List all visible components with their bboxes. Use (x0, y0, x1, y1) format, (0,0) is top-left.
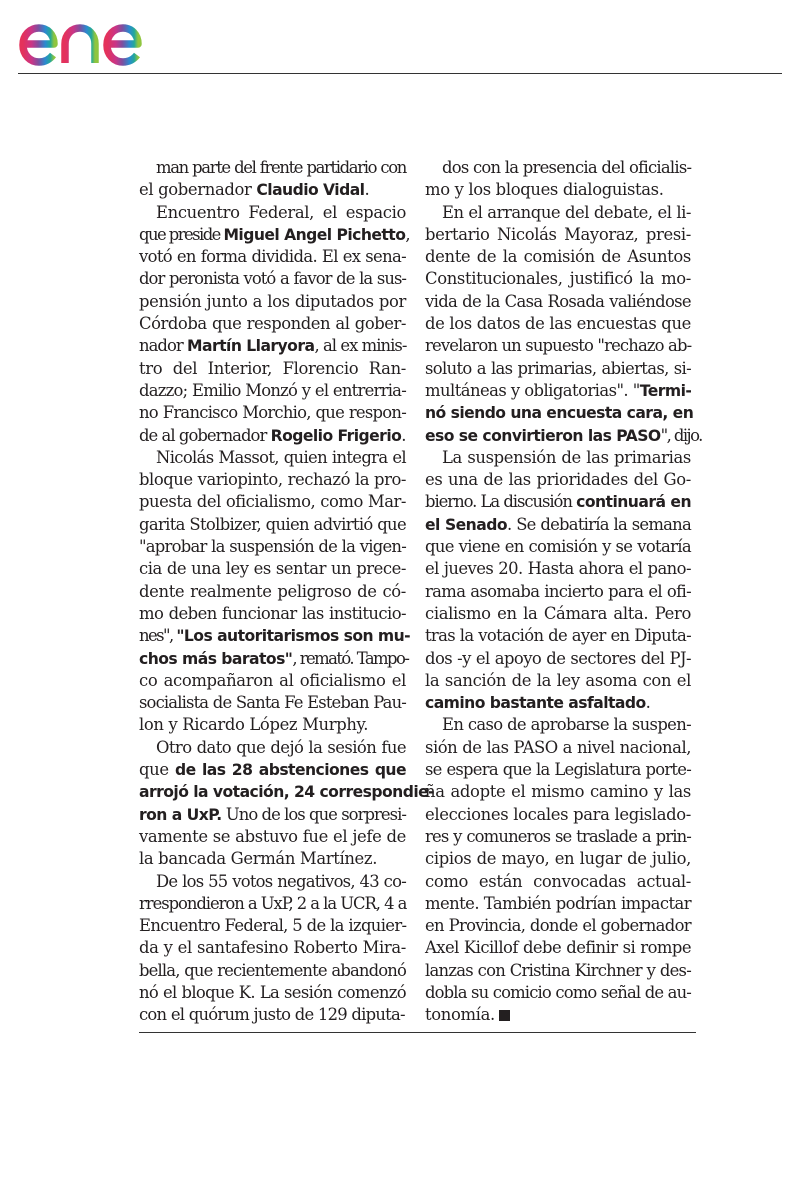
text-line (139, 179, 406, 201)
text-segment: Axel Kicillof debe definir si rompe (425, 938, 691, 958)
header-divider (18, 73, 782, 74)
text-line (139, 358, 406, 380)
text-line (425, 737, 691, 759)
bold-text-segment: Rogelio Frigerio (270, 426, 402, 445)
text-segment: , remató. Tampo- (292, 648, 409, 668)
text-segment: en Provincia, donde el gobernador (425, 916, 691, 936)
text-line (139, 625, 411, 647)
text-segment: rama asomaba incierto para el ofi- (425, 581, 691, 601)
bold-text-segment: camino bastante asfaltado (425, 694, 646, 713)
text-segment: nes", (139, 626, 177, 646)
text-line (425, 982, 691, 1004)
text-line (139, 1004, 406, 1026)
enel-logo (18, 8, 170, 68)
text-line (139, 246, 406, 268)
text-line (139, 581, 406, 603)
text-line (425, 514, 691, 536)
text-line (139, 157, 406, 179)
text-segment: pensión junto a los diputados por (139, 291, 406, 311)
text-segment: la bancada Germán Martínez. (139, 849, 378, 869)
text-line (139, 335, 406, 357)
text-line (139, 960, 406, 982)
text-line (139, 268, 406, 290)
text-segment: man parte del frente partidario con (156, 158, 406, 177)
text-line (139, 514, 406, 536)
text-segment: dobla su comicio como señal de au- (425, 982, 691, 1002)
text-line (139, 848, 406, 870)
text-segment: tras la votación de ayer en Diputa- (425, 626, 691, 646)
text-segment: elecciones locales para legislado- (425, 804, 691, 824)
text-line (425, 179, 691, 201)
text-line (425, 826, 691, 848)
text-segment: Córdoba que responden al gober- (139, 314, 406, 334)
text-line (425, 848, 691, 870)
text-segment: nó el bloque K. La sesión comenzó (139, 982, 406, 1002)
text-line (139, 313, 406, 335)
text-segment: Encuentro Federal, el espacio (156, 202, 406, 222)
text-line (425, 335, 691, 357)
bold-text-segment: ron a UxP. (139, 805, 222, 824)
text-line (425, 960, 691, 982)
text-segment: dente de la comisión de Asuntos (425, 247, 691, 267)
article-column-left (139, 157, 435, 1027)
text-segment: . (364, 180, 370, 200)
text-segment: Otro dato que dejó la sesión fue (156, 737, 406, 757)
text-segment: cialismo en la Cámara alta. Pero (425, 603, 691, 623)
text-segment: como están convocadas actual- (425, 871, 691, 891)
bold-text-segment: chos más baratos" (139, 649, 293, 668)
logo-letter-e2 (107, 28, 138, 62)
text-segment: . Se debatiría la semana (507, 514, 691, 534)
text-segment: puesta del oficialismo, como Mar- (139, 492, 406, 512)
text-line (139, 937, 406, 959)
text-segment: votó en forma dividida. El ex sena- (139, 247, 406, 267)
text-segment: nador (139, 336, 188, 356)
text-line (139, 291, 406, 313)
text-segment: bertario Nicolás Mayoraz, presi- (425, 224, 691, 244)
text-line (425, 358, 691, 380)
text-segment: es una de las prioridades del Go- (425, 470, 691, 490)
text-segment: En el arranque del debate, el li- (442, 202, 691, 222)
text-segment: co acompañaron al oficialismo el (139, 670, 406, 690)
text-segment: garita Stolbizer, quien advirtió que (139, 514, 406, 534)
text-segment: , al ex minis- (314, 336, 407, 356)
text-line (139, 692, 406, 714)
text-line (425, 447, 691, 469)
bold-text-segment: nó siendo una encuesta cara, en (425, 404, 694, 423)
text-segment: el jueves 20. Hasta ahora el pano- (425, 559, 691, 579)
logo-letter-n (65, 28, 95, 63)
text-line (425, 380, 691, 402)
text-line (425, 714, 691, 736)
text-segment: lon y Ricardo López Murphy. (139, 715, 369, 735)
text-line (139, 759, 406, 781)
text-segment: bloque variopinto, rechazó la pro- (139, 470, 406, 490)
text-segment: de al gobernador (139, 425, 271, 445)
text-segment: La suspensión de las primarias (442, 447, 691, 467)
text-line (425, 246, 691, 268)
text-segment: mo deben funcionar las institucio- (139, 603, 406, 623)
text-line (139, 648, 409, 670)
text-line (425, 291, 691, 313)
text-segment: ña adopte el mismo camino y las (425, 782, 691, 802)
text-line (425, 603, 691, 625)
text-line (139, 469, 406, 491)
text-line (139, 670, 406, 692)
text-line (425, 692, 691, 714)
text-line (425, 224, 691, 246)
text-line (425, 581, 691, 603)
text-segment: dos -y el apoyo de sectores del PJ- (425, 648, 691, 668)
text-segment: la sanción de la ley asoma con el (425, 670, 691, 690)
text-line (425, 871, 691, 893)
text-segment: multáneas y obligatorias". " (425, 380, 640, 400)
text-line (425, 893, 691, 915)
text-segment: no Francisco Morchio, que respon- (139, 403, 406, 423)
text-segment: socialista de Santa Fe Esteban Pau- (139, 693, 406, 713)
text-line (139, 425, 406, 447)
text-line (425, 202, 691, 224)
bold-text-segment: Termi- (639, 381, 692, 400)
text-segment: Encuentro Federal, 5 de la izquier- (139, 916, 407, 936)
text-segment: . (645, 693, 651, 713)
text-segment: Constitucionales, justificó la mo- (425, 269, 691, 289)
text-line (139, 826, 406, 848)
text-line (425, 1004, 691, 1026)
text-line (425, 648, 691, 670)
text-line (425, 781, 691, 803)
text-line (425, 491, 691, 513)
text-segment: dazzo; Emilio Monzó y el entrerria- (139, 380, 406, 400)
text-segment: mente. También podrían impactar (425, 893, 691, 913)
text-segment: . (401, 425, 406, 445)
text-segment: con el quórum justo de 129 diputa- (139, 1005, 405, 1025)
article-end-divider (139, 1032, 696, 1033)
article-column-right (425, 157, 702, 1027)
text-segment: ", dijo. (660, 425, 702, 445)
text-segment: dos con la presencia del oficialis- (442, 158, 692, 177)
text-segment: vida de la Casa Rosada valiéndose (425, 291, 691, 311)
text-segment: dor peronista votó a favor de la sus- (139, 269, 406, 289)
text-segment: se espera que la Legislatura porte- (425, 760, 691, 780)
text-segment: , (405, 224, 410, 244)
text-segment: cia de una ley es sentar un prece- (139, 559, 406, 579)
text-line (139, 558, 406, 580)
text-segment: En caso de aprobarse la suspen- (442, 715, 691, 735)
text-line (139, 714, 406, 736)
text-line (425, 937, 691, 959)
bold-text-segment: continuará en (576, 493, 691, 512)
text-line (425, 157, 691, 179)
text-segment: mo y los bloques dialoguistas. (425, 180, 664, 200)
text-line (139, 380, 406, 402)
text-segment: rrespondieron a UxP, 2 a la UCR, 4 a (139, 893, 407, 913)
text-line (425, 915, 691, 937)
text-line (139, 447, 406, 469)
text-segment: vamente se abstuvo fue el jefe de (139, 826, 406, 846)
text-segment: lanzas con Cristina Kirchner y des- (425, 960, 691, 980)
bold-text-segment: de las 28 abstenciones que (175, 761, 407, 780)
text-line (425, 804, 691, 826)
bold-text-segment: Claudio Vidal (256, 181, 365, 200)
text-line (425, 268, 691, 290)
text-segment: que preside (139, 224, 224, 244)
text-line (425, 670, 691, 692)
text-line (139, 781, 435, 803)
text-line (425, 313, 691, 335)
text-line (425, 469, 691, 491)
text-segment: De los 55 votos negativos, 43 co- (156, 871, 406, 891)
bold-text-segment: arrojó la votación, 24 correspondie- (139, 783, 435, 802)
text-segment: Nicolás Massot, quien integra el (156, 447, 406, 467)
text-line (139, 982, 406, 1004)
text-line (425, 625, 691, 647)
text-segment: de los datos de las encuestas que (425, 314, 691, 334)
text-segment: bella, que recientemente abandonó (139, 960, 406, 980)
text-segment: soluto a las primarias, abiertas, si- (425, 358, 691, 378)
text-line (139, 202, 406, 224)
bold-text-segment: el Senado (425, 515, 507, 534)
text-segment: sión de las PASO a nivel nacional, (425, 737, 691, 757)
text-segment: tro del Interior, Florencio Ran- (139, 358, 406, 378)
text-segment: da y el santafesino Roberto Mira- (139, 938, 406, 958)
bold-text-segment: "Los autoritarismos son mu- (176, 627, 411, 646)
text-line (139, 737, 406, 759)
bold-text-segment: Martín Llaryora (187, 337, 315, 356)
logo-letter-e1 (23, 28, 54, 62)
text-segment: que (139, 760, 176, 780)
text-segment: res y comuneros se traslade a prin- (425, 826, 691, 846)
text-line (139, 491, 406, 513)
text-line (139, 224, 410, 246)
bold-text-segment: Miguel Angel Pichetto (223, 225, 406, 244)
end-of-article-mark (499, 1010, 510, 1021)
text-segment: cipios de mayo, en lugar de julio, (425, 849, 691, 869)
text-line (139, 603, 406, 625)
text-segment: que viene en comisión y se votaría (425, 537, 691, 557)
text-segment: el gobernador (139, 180, 257, 200)
text-line (139, 804, 406, 826)
text-line (139, 536, 406, 558)
text-line (139, 402, 406, 424)
text-line (425, 536, 691, 558)
text-line (139, 915, 406, 937)
text-line (139, 871, 406, 893)
text-line (425, 425, 702, 447)
text-segment: dente realmente peligroso de có- (139, 581, 406, 601)
text-segment: bierno. La discusión (425, 492, 577, 512)
text-line (425, 759, 691, 781)
text-segment: Uno de los que sorpresi- (221, 804, 406, 824)
text-line (425, 402, 694, 424)
text-line (139, 893, 406, 915)
text-segment: tonomía. (425, 1005, 495, 1025)
text-line (425, 558, 691, 580)
text-segment: revelaron un supuesto "rechazo ab- (425, 336, 692, 356)
bold-text-segment: eso se convirtieron las PASO (425, 426, 661, 445)
text-segment: "aprobar la suspensión de la vigen- (139, 537, 406, 557)
article-body (139, 157, 702, 1027)
